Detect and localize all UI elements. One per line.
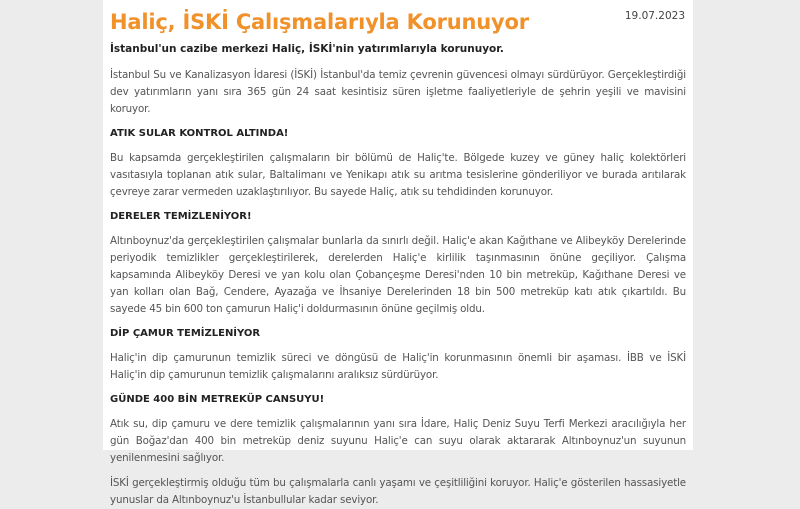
paragraph-streams: Altınboynuz'da gerçekleştirilen çalışmalar bunlarla da sınırlı değil. Haliç'e akan Kağıthane ve Alibeyköy Derelerinde periyodik temizlikler gerçekleştirilerek, derelerden Haliç'e kirlilik taşınmasının önüne geçiliyor. Çalışma kapsamında Alibeyköy Deresi ve yan kolu olan Çobançeşme Deresi'nden 10 bin metreküp, Kağıthane Deresi ve yan kolları olan Bağ, Cendere, Ayazağa ve İhsaniye Derelerinden 18 bin 500 metreküp katı atık çıkartıldı. Bu sayede 45 bin 600 ton çamurun Haliç'i doldurmasının önüne geçilmiş oldu. [110,235,686,315]
article-lead: İstanbul'un cazibe merkezi Haliç, İSKİ'nin yatırımlarıyla korunuyor. [110,43,504,55]
paragraph-sediment: Haliç'in dip çamurunun temizlik süreci ve döngüsü de Haliç'in korunmasının önemli bir aşaması. İBB ve İSKİ Haliç'in dip çamurunun temizlik çalışmalarını aralıksız sürdürüyor. [110,352,686,381]
article-date: 19.07.2023 [624,10,685,22]
paragraph-conclusion: İSKİ gerçekleştirmiş olduğu tüm bu çalışmalarla canlı yaşamı ve çeşitliliğini koruyor. Haliç'e gösterilen hassasiyetle yunuslar da Altınboynuz'u İstanbullular kadar seviyor. [110,477,686,506]
article-title: Haliç, İSKİ Çalışmalarıyla Korunuyor [110,10,529,34]
paragraph-seawater: Atık su, dip çamuru ve dere temizlik çalışmalarının yanı sıra İdare, Haliç Deniz Suyu Terfi Merkezi aracılığıyla her gün Boğaz'dan 400 bin metreküp deniz suyunu Haliç'e can suyu olarak aktararak Altınboynuz'un suyunun yenilenmesini sağlıyor. [110,418,686,464]
article-panel [103,0,693,506]
section-heading-sediment: DİP ÇAMUR TEMİZLENİYOR [110,328,261,339]
paragraph-intro: İstanbul Su ve Kanalizasyon İdaresi (İSKİ) İstanbul'da temiz çevrenin güvencesi olmayı sürdürüyor. Gerçekleştirdiği dev yatırımların yanı sıra 365 gün 24 saat kesintisiz süren işletme faaliyetleriyle de şehrin yeşili ve mavisini koruyor. [110,69,686,115]
paragraph-waste-water: Bu kapsamda gerçekleştirilen çalışmaların bir bölümü de Haliç'te. Bölgede kuzey ve güney haliç kolektörleri vasıtasıyla toplanan atık sular, Baltalimanı ve Yenikapı atık su arıtma tesislerine gönderiliyor ve burada arıtılarak çevreye zarar vermeden uzaklaştırılıyor. Bu sayede Haliç, atık su tehdidinden korunuyor. [110,152,686,198]
section-heading-streams: DERELER TEMİZLENİYOR! [110,211,252,222]
section-heading-waste-water: ATIK SULAR KONTROL ALTINDA! [110,128,289,139]
section-heading-seawater: GÜNDE 400 BİN METREKÜP CANSUYU! [110,394,325,405]
